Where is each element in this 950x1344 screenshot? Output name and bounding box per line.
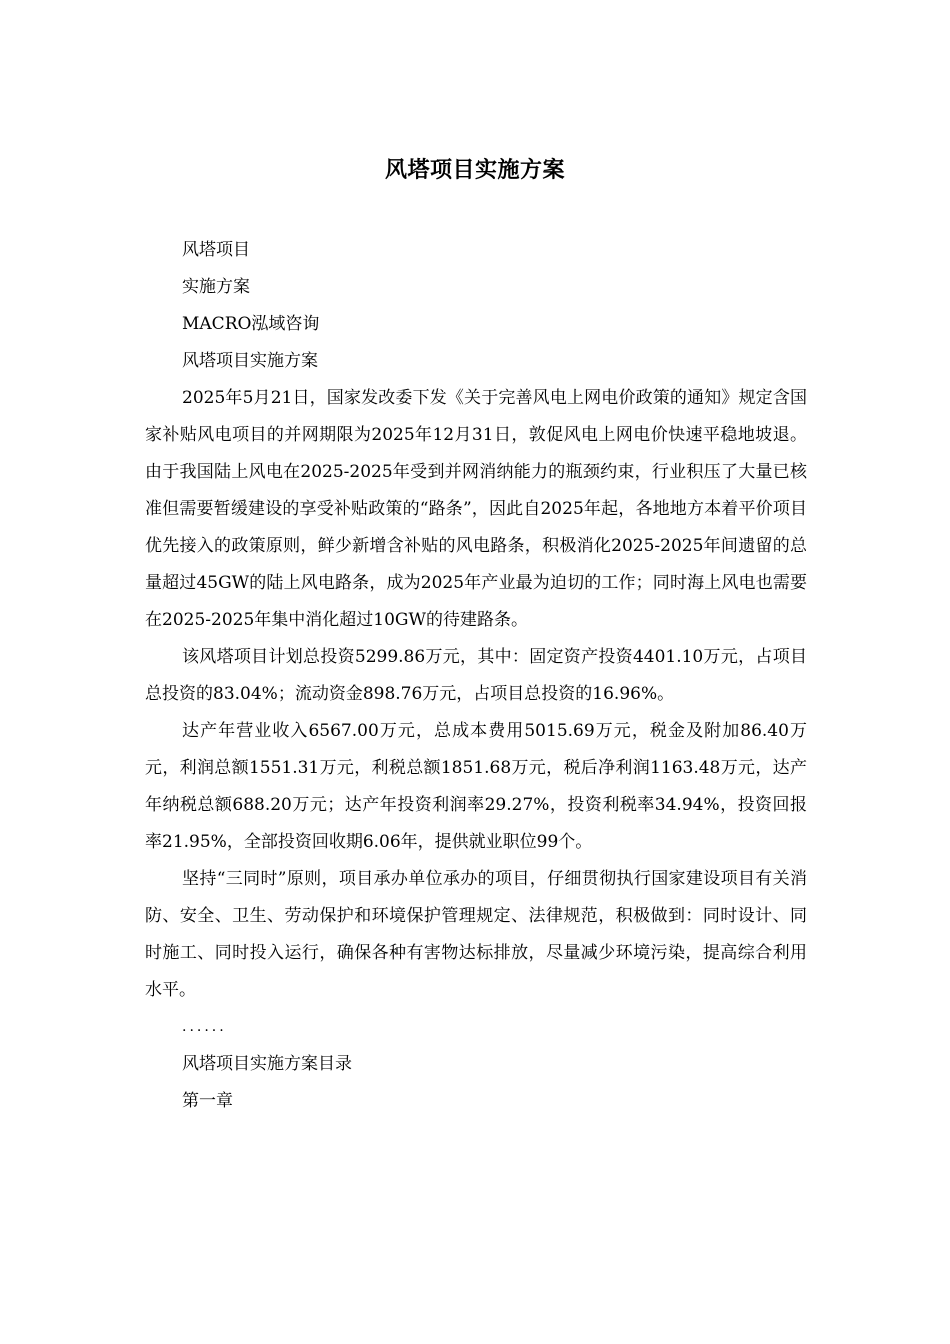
document-title: 风塔项目实施方案 <box>384 157 565 183</box>
chapter-heading: 第一章 <box>182 1091 233 1111</box>
ellipsis: ...... <box>182 1019 227 1035</box>
document-body <box>145 232 807 1120</box>
cover-line-fulltitle: 风塔项目实施方案 <box>182 351 318 371</box>
paragraph-financials: 达产年营业收入6567.00万元，总成本费用5015.69万元，税金及附加86.40万元，利润总额1551.31万元，利税总额1851.68万元，税后净利润1163.48万元，达产年纳税总额688.20万元；达产年投资利润率29.27%，投资利税率34.94%，投资回报率21.95%，全部投资回收期6.06年，提供就业职位99个。 <box>145 721 807 852</box>
cover-line-publisher: MACRO泓域咨询 <box>182 314 320 334</box>
paragraph-three-simultaneous: 坚持“三同时”原则，项目承办单位承办的项目，仔细贯彻执行国家建设项目有关消防、安全、卫生、劳动保护和环境保护管理规定、法律规范，积极做到：同时设计、同时施工、同时投入运行，确保各种有害物达标排放，尽量减少环境污染，提高综合利用水平。 <box>145 869 807 1000</box>
paragraph-policy-background: 2025年5月21日，国家发改委下发《关于完善风电上网电价政策的通知》规定含国家补贴风电项目的并网期限为2025年12月31日，敦促风电上网电价快速平稳地坡退。由于我国陆上风电在2025-2025年受到并网消纳能力的瓶颈约束，行业积压了大量已核准但需要暂缓建设的享受补贴政策的“路条”，因此自2025年起，各地地方本着平价项目优先接入的政策原则，鲜少新增含补贴的风电路条，积极消化2025-2025年间遗留的总量超过45GW的陆上风电路条，成为2025年产业最为迫切的工作；同时海上风电也需要在2025-2025年集中消化超过10GW的待建路条。 <box>145 388 807 630</box>
paragraph-investment: 该风塔项目计划总投资5299.86万元，其中：固定资产投资4401.10万元，占项目总投资的83.04%；流动资金898.76万元，占项目总投资的16.96%。 <box>145 647 807 704</box>
cover-line-project: 风塔项目 <box>182 240 250 260</box>
cover-line-plan: 实施方案 <box>182 277 250 297</box>
toc-title: 风塔项目实施方案目录 <box>182 1054 352 1074</box>
